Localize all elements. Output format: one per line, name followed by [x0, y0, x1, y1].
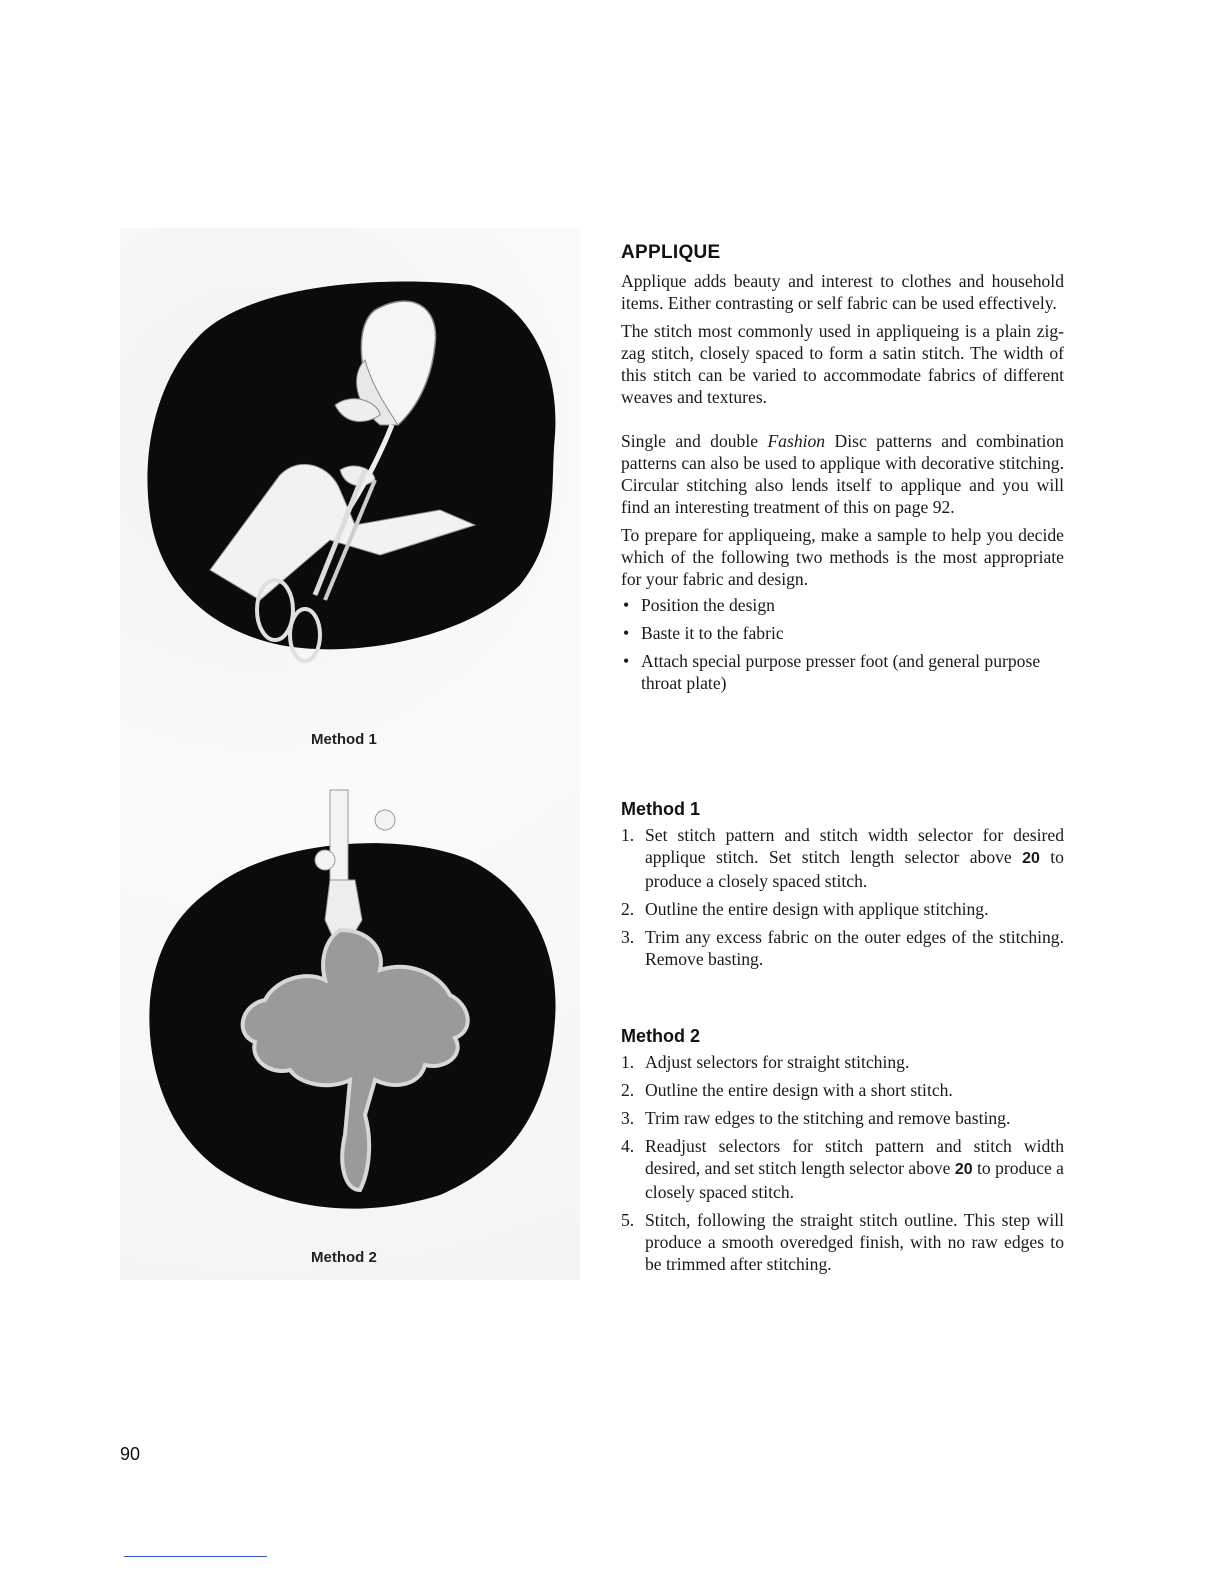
method2-steps	[621, 1051, 1064, 1275]
presser-foot-screw	[315, 850, 335, 870]
method2-section	[621, 1026, 1064, 1281]
section-title: APPLIQUE	[621, 242, 721, 263]
method2-title: Method 2	[621, 1026, 700, 1046]
list-item: 1. Set stitch pattern and stitch width selector for desired applique stitch. Set stitch length selector above 20 to produce a closely spaced stitch.	[621, 825, 1064, 891]
list-item: 2. Outline the entire design with applique stitching.	[621, 899, 989, 919]
list-item: • Position the design	[623, 595, 775, 615]
method1-title: Method 1	[621, 799, 700, 819]
method1-illustration	[140, 265, 560, 665]
footer-rule	[124, 1556, 267, 1557]
list-item: 1. Adjust selectors for straight stitching.	[621, 1052, 910, 1072]
list-item: 4. Readjust selectors for stitch pattern and stitch width desired, and set stitch length selector above 20 to produce a closely spaced stitch.	[621, 1136, 1064, 1202]
applique-section	[621, 242, 1064, 700]
fashion-italic: Fashion	[767, 431, 826, 451]
prepare-paragraph: To prepare for appliqueing, make a sample to help you decide which of the following two methods is the most appropriate for your fabric and design.	[621, 525, 1064, 589]
list-item: 5. Stitch, following the straight stitch outline. This step will produce a smooth overedged finish, with no raw edges to be trimmed after stitching.	[621, 1210, 1064, 1274]
page-number: 90	[120, 1444, 141, 1464]
list-item: 3. Trim any excess fabric on the outer edges of the stitching. Remove basting.	[621, 927, 1064, 969]
stitch-paragraph: The stitch most commonly used in appliqueing is a plain zig-zag stitch, closely spaced to form a satin stitch. The width of this stitch can be varied to accommodate fabrics of different weaves and textures.	[621, 321, 1064, 407]
disc-paragraph: Single and double Fashion Disc patterns and combination patterns can also be used to applique with decorative stitching. Circular stitching also lends itself to applique and you will find an interesting treatment of this on page 92.	[621, 431, 1064, 517]
method1-steps	[621, 824, 1064, 970]
intro-paragraph: Applique adds beauty and interest to clothes and household items. Either contrasting or self fabric can be used effectively.	[621, 271, 1064, 313]
list-item: 2. Outline the entire design with a short stitch.	[621, 1080, 953, 1100]
prep-bullet-list	[621, 594, 1064, 694]
figure-caption-method1: Method 1	[311, 731, 377, 748]
figure-caption-method2: Method 2	[311, 1249, 377, 1266]
list-item: • Attach special purpose presser foot (and general purpose throat plate)	[623, 651, 1041, 693]
list-item: • Baste it to the fabric	[623, 623, 784, 643]
presser-foot-screw	[375, 810, 395, 830]
list-item: 3. Trim raw edges to the stitching and remove basting.	[621, 1108, 1011, 1128]
method1-section	[621, 799, 1064, 976]
method2-illustration	[140, 780, 560, 1220]
